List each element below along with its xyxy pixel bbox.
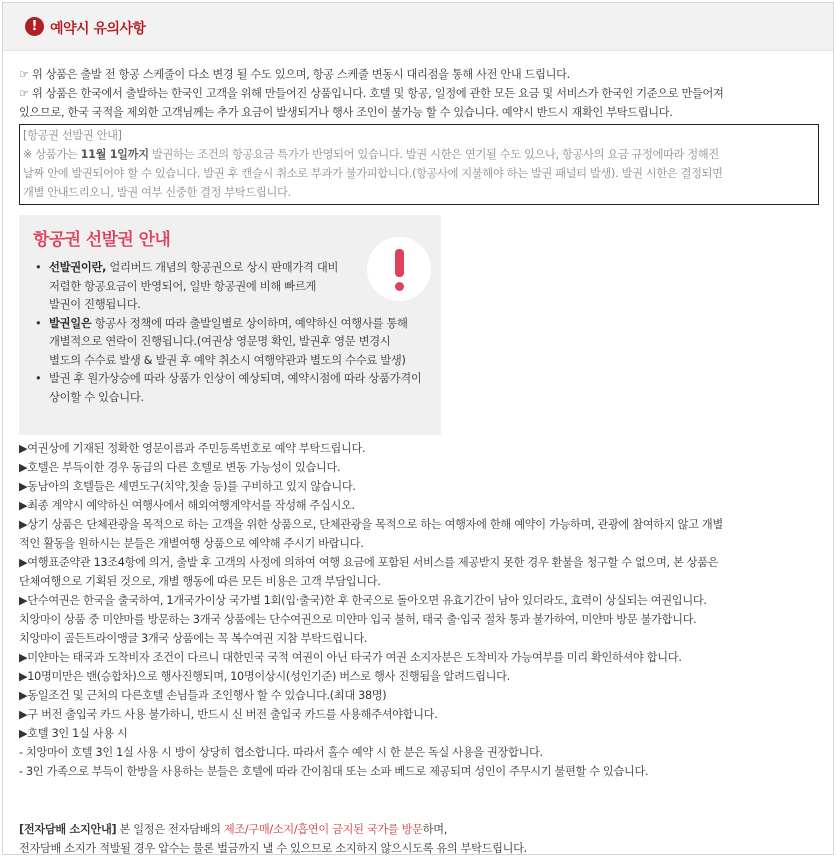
note-line: ▶호텔 3인 1실 사용 시 [19, 727, 128, 740]
ticketing-notice-line [23, 145, 815, 164]
note-line: ▶단수여권은 한국을 출국하여, 1개국가이상 국가별 1회(입·출국)한 후 한국으로 돌아오면 유효기간이 남아 있더라도, 효력이 상실되는 여권입니다. [19, 594, 707, 607]
banner-line: • 발권 후 원가상승에 따라 상품가 인상이 예상되며, 예약시점에 따라 상품가격이 [33, 370, 433, 389]
ticketing-notice-line: 날짜 안에 발권되어야 할 수 있습니다. 발권 후 캔슬시 취소로 부과가 불가피합니다.(항공사에 지불해야 하는 발권 패널티 발생). 발권 시한은 결정되면 [23, 167, 723, 180]
ecig-label: [전자담배 소지안내] [19, 823, 117, 836]
banner-line: 발권이 진행됩니다. [49, 298, 141, 311]
banner-line: 개별적으로 연락이 진행됩니다.(여권상 영문명 확인, 발권후 영문 변경시 [49, 335, 391, 348]
intro-line: ☞ 위 상품은 한국에서 출발하는 한국인 고객을 위해 만들어진 상품입니다. 호텔 및 항공, 일정에 관한 모든 요금 및 서비스가 한국인 기준으로 만들어져 [19, 87, 724, 100]
banner-text: 항공사 정책에 따라 출발일별로 상이하며, 예약하신 여행사를 통해 [91, 316, 408, 330]
notice-deadline: 11월 1일까지 [80, 148, 149, 161]
ecig-text: 본 일정은 전자담배의 [116, 823, 224, 836]
note-line: ▶상기 상품은 단체관광을 목적으로 하는 고객을 위한 상품으로, 단체관광을 목적으로 하는 여행자에 한해 예약이 가능하며, 관광에 참여하지 않고 개별 [19, 518, 723, 531]
exclamation-icon: ! [25, 17, 44, 36]
note-line: 단체여행으로 기획된 것으로, 개별 행동에 따른 모든 비용은 고객 부담입니다. [19, 575, 381, 588]
note-line: ▶구 버전 출입국 카드 사용 불가하니, 반드시 신 버전 출입국 카드를 사용해주셔야합니다. [19, 708, 438, 721]
intro-line: 있으므로, 한국 국적을 제외한 고객님께는 추가 요금이 발생되거나 행사 조인이 불가능 할 수 있습니다. 예약시 반드시 재확인 부탁드립니다. [19, 106, 673, 119]
ecig-notice-line: 전자담배 소지가 적발될 경우 압수는 물론 벌금까지 낼 수 있으므로 소지하지 않으시도록 유의 부탁드립니다. [19, 842, 527, 855]
notice-title: 예약시 유의사항 [50, 21, 146, 37]
note-line: 적인 활동을 원하시는 분들은 개별여행 상품으로 예약해 주시기 바랍니다. [19, 537, 364, 550]
note-line: ▶동남아의 호텔들은 세면도구(치약,칫솔 등)를 구비하고 있지 않습니다. [19, 480, 356, 493]
note-line: ▶여권상에 기재된 정확한 영문이름과 주민등록번호로 예약 부탁드립니다. [19, 442, 366, 455]
note-line: ▶미얀마는 태국과 도착비자 조건이 다르니 대한민국 국적 여권이 아닌 타국가 여권 소지자분은 도착비자 가능여부를 미리 확인하셔야 합니다. [19, 651, 682, 664]
banner-bold: 선발권이란, [49, 261, 107, 274]
ticketing-notice-title: [항공권 선발권 안내] [23, 129, 122, 142]
ticketing-banner [19, 215, 441, 435]
ticketing-notice-box [19, 124, 819, 205]
notice-body [19, 65, 819, 858]
note-line: 치앙마이 상품 중 미얀마를 방문하는 3개국 상품에는 단수여권으로 미얀마 입국 불허, 태국 출·입국 절차 통과 불가하여, 미얀마 방문 불가합니다. [19, 613, 697, 626]
banner-text: 얼리버드 개념의 항공권으로 상시 판매가격 대비 [106, 261, 339, 274]
notes-list [19, 439, 819, 781]
note-line: - 치앙마이 호텔 3인 1실 사용 시 방이 상당히 협소합니다. 따라서 홀수 예약 시 한 분은 독실 사용을 권장합니다. [19, 746, 543, 759]
notice-text: 발권하는 조건의 항공요금 특가가 반영되어 있습니다. 발권 시한은 연기될 수도 있으나, 항공사의 요금 규정에따라 정해진 [148, 148, 719, 161]
ecig-highlight: 제조/구매/소지/흡연이 금지된 국가를 방문 [223, 823, 423, 836]
note-line: - 3인 가족으로 부득이 한방을 사용하는 분들은 호텔에 따라 간이침대 또는 소파 베드로 제공되며 성인이 주무시기 불편할 수 있습니다. [19, 765, 649, 778]
banner-line: 별도의 수수료 발생 & 발권 후 예약 취소시 여행약관과 별도의 수수료 발생) [49, 353, 406, 367]
note-line: 치앙마이 골든트라이앵글 3개국 상품에는 꼭 복수여권 지참 부탁드립니다. [19, 632, 368, 645]
note-line: ▶동일조건 및 근처의 다른호텔 손님들과 조인행사 할 수 있습니다.(최대 38명) [19, 689, 387, 702]
note-line: ▶최종 계약시 예약하신 여행사에서 해외여행계약서를 작성해 주십시오. [19, 499, 355, 512]
notice-text: ※ 상품가는 [23, 148, 81, 161]
note-line: ▶10명미만은 밴(승합차)으로 행사진행되며, 10명이상시(성인기준) 버스로 행사 진행됨을 알려드립니다. [19, 670, 510, 683]
banner-line [33, 315, 433, 334]
note-line: ▶여행표준약관 13조4항에 의거, 출발 후 고객의 사정에 의하여 여행 요금에 포함된 서비스를 제공받지 못한 경우 환불을 청구할 수 없으며, 본 상품은 [19, 556, 719, 569]
banner-line: 상이할 수 있습니다. [49, 390, 144, 404]
ecig-text: 하며, [422, 823, 447, 836]
banner-title: 항공권 선발권 안내 [33, 230, 171, 250]
intro-line: ☞ 위 상품은 출발 전 항공 스케줄이 다소 변경 될 수도 있으며, 항공 스케줄 변동시 대리점을 통해 사전 안내 드립니다. [19, 68, 570, 81]
notice-panel [2, 2, 834, 855]
banner-list [33, 259, 433, 407]
banner-line: 저렴한 항공요금이 반영되어, 일반 항공권에 비해 빠르게 [49, 279, 317, 293]
notice-header [3, 3, 833, 51]
banner-line [33, 259, 433, 278]
note-line: ▶호텔은 부득이한 경우 동급의 다른 호텔로 변동 가능성이 있습니다. [19, 461, 341, 474]
banner-bold: 발권일은 [49, 316, 92, 330]
ecig-notice-line [19, 820, 819, 839]
ticketing-notice-line: 개별 안내드리오니, 발권 여부 신중한 결정 부탁드립니다. [23, 186, 291, 199]
